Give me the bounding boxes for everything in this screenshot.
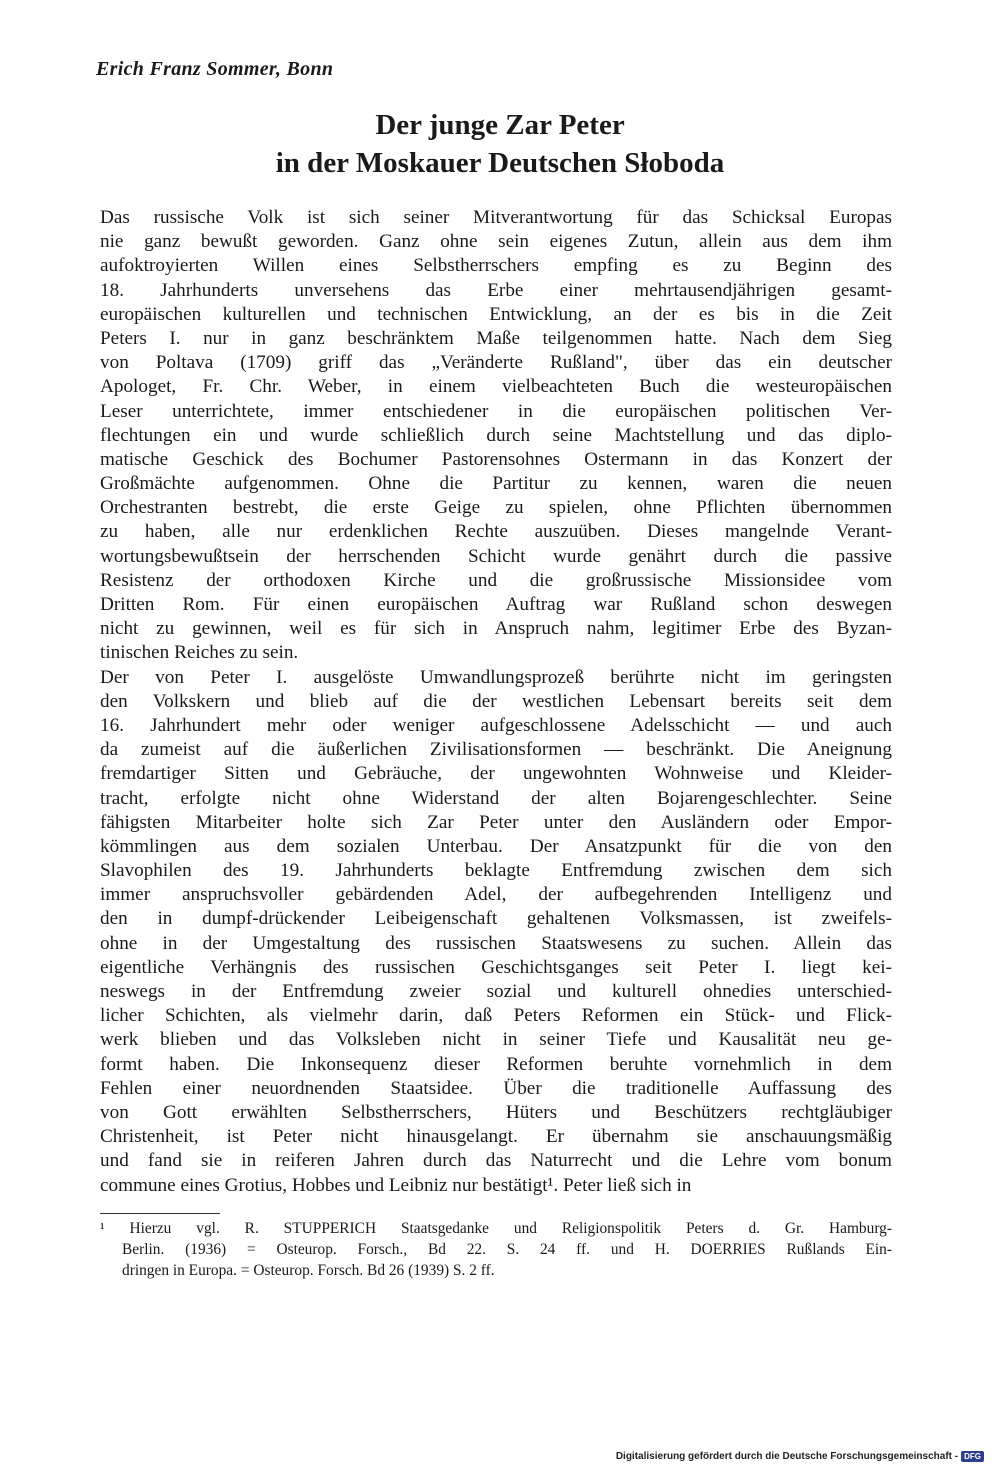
body-line: von Gott erwählten Selbstherrschers, Hüters und Beschützers rechtgläubiger: [100, 1101, 892, 1123]
body-line: eigentliche Verhängnis des russischen Geschichtsganges seit Peter I. liegt kei-: [100, 956, 892, 978]
body-line: da zumeist auf die äußerlichen Zivilisationsformen — beschränkt. Die Aneignung: [100, 739, 892, 761]
footnote-divider: [100, 1213, 220, 1214]
body-line: commune eines Grotius, Hobbes und Leibniz nur bestätigt¹. Peter ließ sich in: [100, 1174, 692, 1196]
body-line: wortungsbewußtsein der herrschenden Schicht wurde genährt durch die passive: [100, 545, 892, 567]
credit-text: Digitalisierung gefördert durch die Deutsche Forschungsgemeinschaft -: [615, 1451, 959, 1462]
body-line: matische Geschick des Bochumer Pastorensohnes Ostermann in das Konzert der: [100, 448, 892, 470]
body-line: zu haben, alle nur erdenklichen Rechte auszuüben. Dieses mangelnde Verant-: [100, 521, 892, 543]
author-line: Erich Franz Sommer, Bonn: [96, 58, 334, 80]
footnote-line: dringen in Europa. = Osteurop. Forsch. Bd 26 (1939) S. 2 ff.: [122, 1262, 495, 1279]
body-line: Christenheit, ist Peter nicht hinausgelangt. Er übernahm sie anschauungsmäßig: [100, 1126, 892, 1148]
body-line: tinischen Reiches zu sein.: [100, 642, 299, 664]
body-line: den in dumpf-drückender Leibeigenschaft gehaltenen Volksmassen, ist zweifels-: [100, 908, 892, 930]
body-line: nicht zu gewinnen, weil es für sich in Anspruch nahm, legitimer Erbe des Byzan-: [100, 618, 892, 640]
body-line: Der von Peter I. ausgelöste Umwandlungsprozeß berührte nicht im geringsten: [100, 666, 892, 688]
body-line: ohne in der Umgestaltung des russischen Staatswesens zu suchen. Allein das: [100, 932, 892, 954]
body-line: Fehlen einer neuordnenden Staatsidee. Über die traditionelle Auffassung des: [100, 1077, 892, 1099]
body-line: aufoktroyierten Willen eines Selbstherrschers empfing es zu Beginn des: [100, 255, 892, 277]
body-line: von Poltava (1709) griff das „Veränderte Rußland", über das ein deutscher: [100, 352, 892, 374]
body-line: Das russische Volk ist sich seiner Mitverantwortung für das Schicksal Europas: [100, 207, 892, 228]
body-line: Dritten Rom. Für einen europäischen Auftrag war Rußland schon deswegen: [100, 594, 892, 615]
footnote: [100, 1218, 892, 1281]
body-line: flechtungen ein und wurde schließlich durch seine Machtstellung und das diplo-: [100, 424, 892, 446]
body-line: immer anspruchsvoller gebärdenden Adel, der aufbegehrenden Intelligenz und: [100, 884, 892, 906]
body-line: fähigsten Mitarbeiter holte sich Zar Peter unter den Ausländern oder Empor-: [100, 811, 892, 833]
body-line: Slavophilen des 19. Jahrhunderts beklagte Entfremdung zwischen dem sich: [100, 860, 892, 882]
footnote-line: ¹ Hierzu vgl. R. STUPPERICH Staatsgedanke und Religionspolitik Peters d. Gr. Hamburg-: [100, 1220, 892, 1237]
footnote-line: Berlin. (1936) = Osteurop. Forsch., Bd 22. S. 24 ff. und H. DOERRIES Rußlands Ein-: [122, 1241, 892, 1258]
body-line: formt haben. Die Inkonsequenz dieser Reformen beruhte vornehmlich in dem: [100, 1053, 892, 1075]
body-line: 16. Jahrhundert mehr oder weniger aufgeschlossene Adelsschicht — und auch: [100, 714, 892, 736]
body-line: kömmlingen aus dem sozialen Unterbau. Der Ansatzpunkt für die von den: [100, 835, 892, 857]
body-line: Großmächte aufgenommen. Ohne die Partitur zu kennen, waren die neuen: [100, 473, 892, 495]
article-title-line-1: Der junge Zar Peter: [375, 109, 625, 141]
body-line: 18. Jahrhunderts unversehens das Erbe einer mehrtausendjährigen gesamt-: [100, 279, 892, 301]
body-line: licher Schichten, als vielmehr darin, daß Peters Reformen ein Stück- und Flick-: [100, 1005, 892, 1027]
body-line: Resistenz der orthodoxen Kirche und die großrussische Missionsidee vom: [100, 569, 892, 591]
body-line: neswegs in der Entfremdung zweier sozial und kulturell ohnedies unterschied-: [100, 981, 892, 1002]
body-line: werk blieben und das Volksleben nicht in seiner Tiefe und Kausalität neu ge-: [100, 1029, 892, 1051]
body-line: fremdartiger Sitten und Gebräuche, der ungewohnten Wohnweise und Kleider-: [100, 763, 892, 785]
body-line: Leser unterrichtete, immer entschiedener in die europäischen politischen Ver-: [100, 400, 892, 422]
article-body: [100, 206, 892, 1198]
article-title-line-2: in der Moskauer Deutschen Słoboda: [275, 147, 725, 179]
body-line: den Volkskern und blieb auf die der westlichen Lebensart bereits seit dem: [100, 690, 892, 712]
body-line: europäischen kulturellen und technischen Entwicklung, an der es bis in die Zeit: [100, 303, 892, 325]
dfg-logo: DFG: [961, 1451, 984, 1462]
body-line: tracht, erfolgte nicht ohne Widerstand der alten Bojarengeschlechter. Seine: [100, 787, 892, 809]
body-line: Orchestranten bestrebt, die erste Geige zu spielen, ohne Pflichten übernommen: [100, 497, 892, 519]
body-line: Peters I. nur in ganz beschränktem Maße teilgenommen hatte. Nach dem Sieg: [100, 327, 892, 349]
body-line: Apologet, Fr. Chr. Weber, in einem vielbeachteten Buch die westeuropäischen: [100, 376, 892, 398]
digitization-credit: [616, 1451, 984, 1462]
body-line: nie ganz bewußt geworden. Ganz ohne sein eigenes Zutun, allein aus dem ihm: [100, 231, 892, 253]
body-line: und fand sie in reiferen Jahren durch das Naturrecht und die Lehre vom bonum: [100, 1150, 892, 1172]
